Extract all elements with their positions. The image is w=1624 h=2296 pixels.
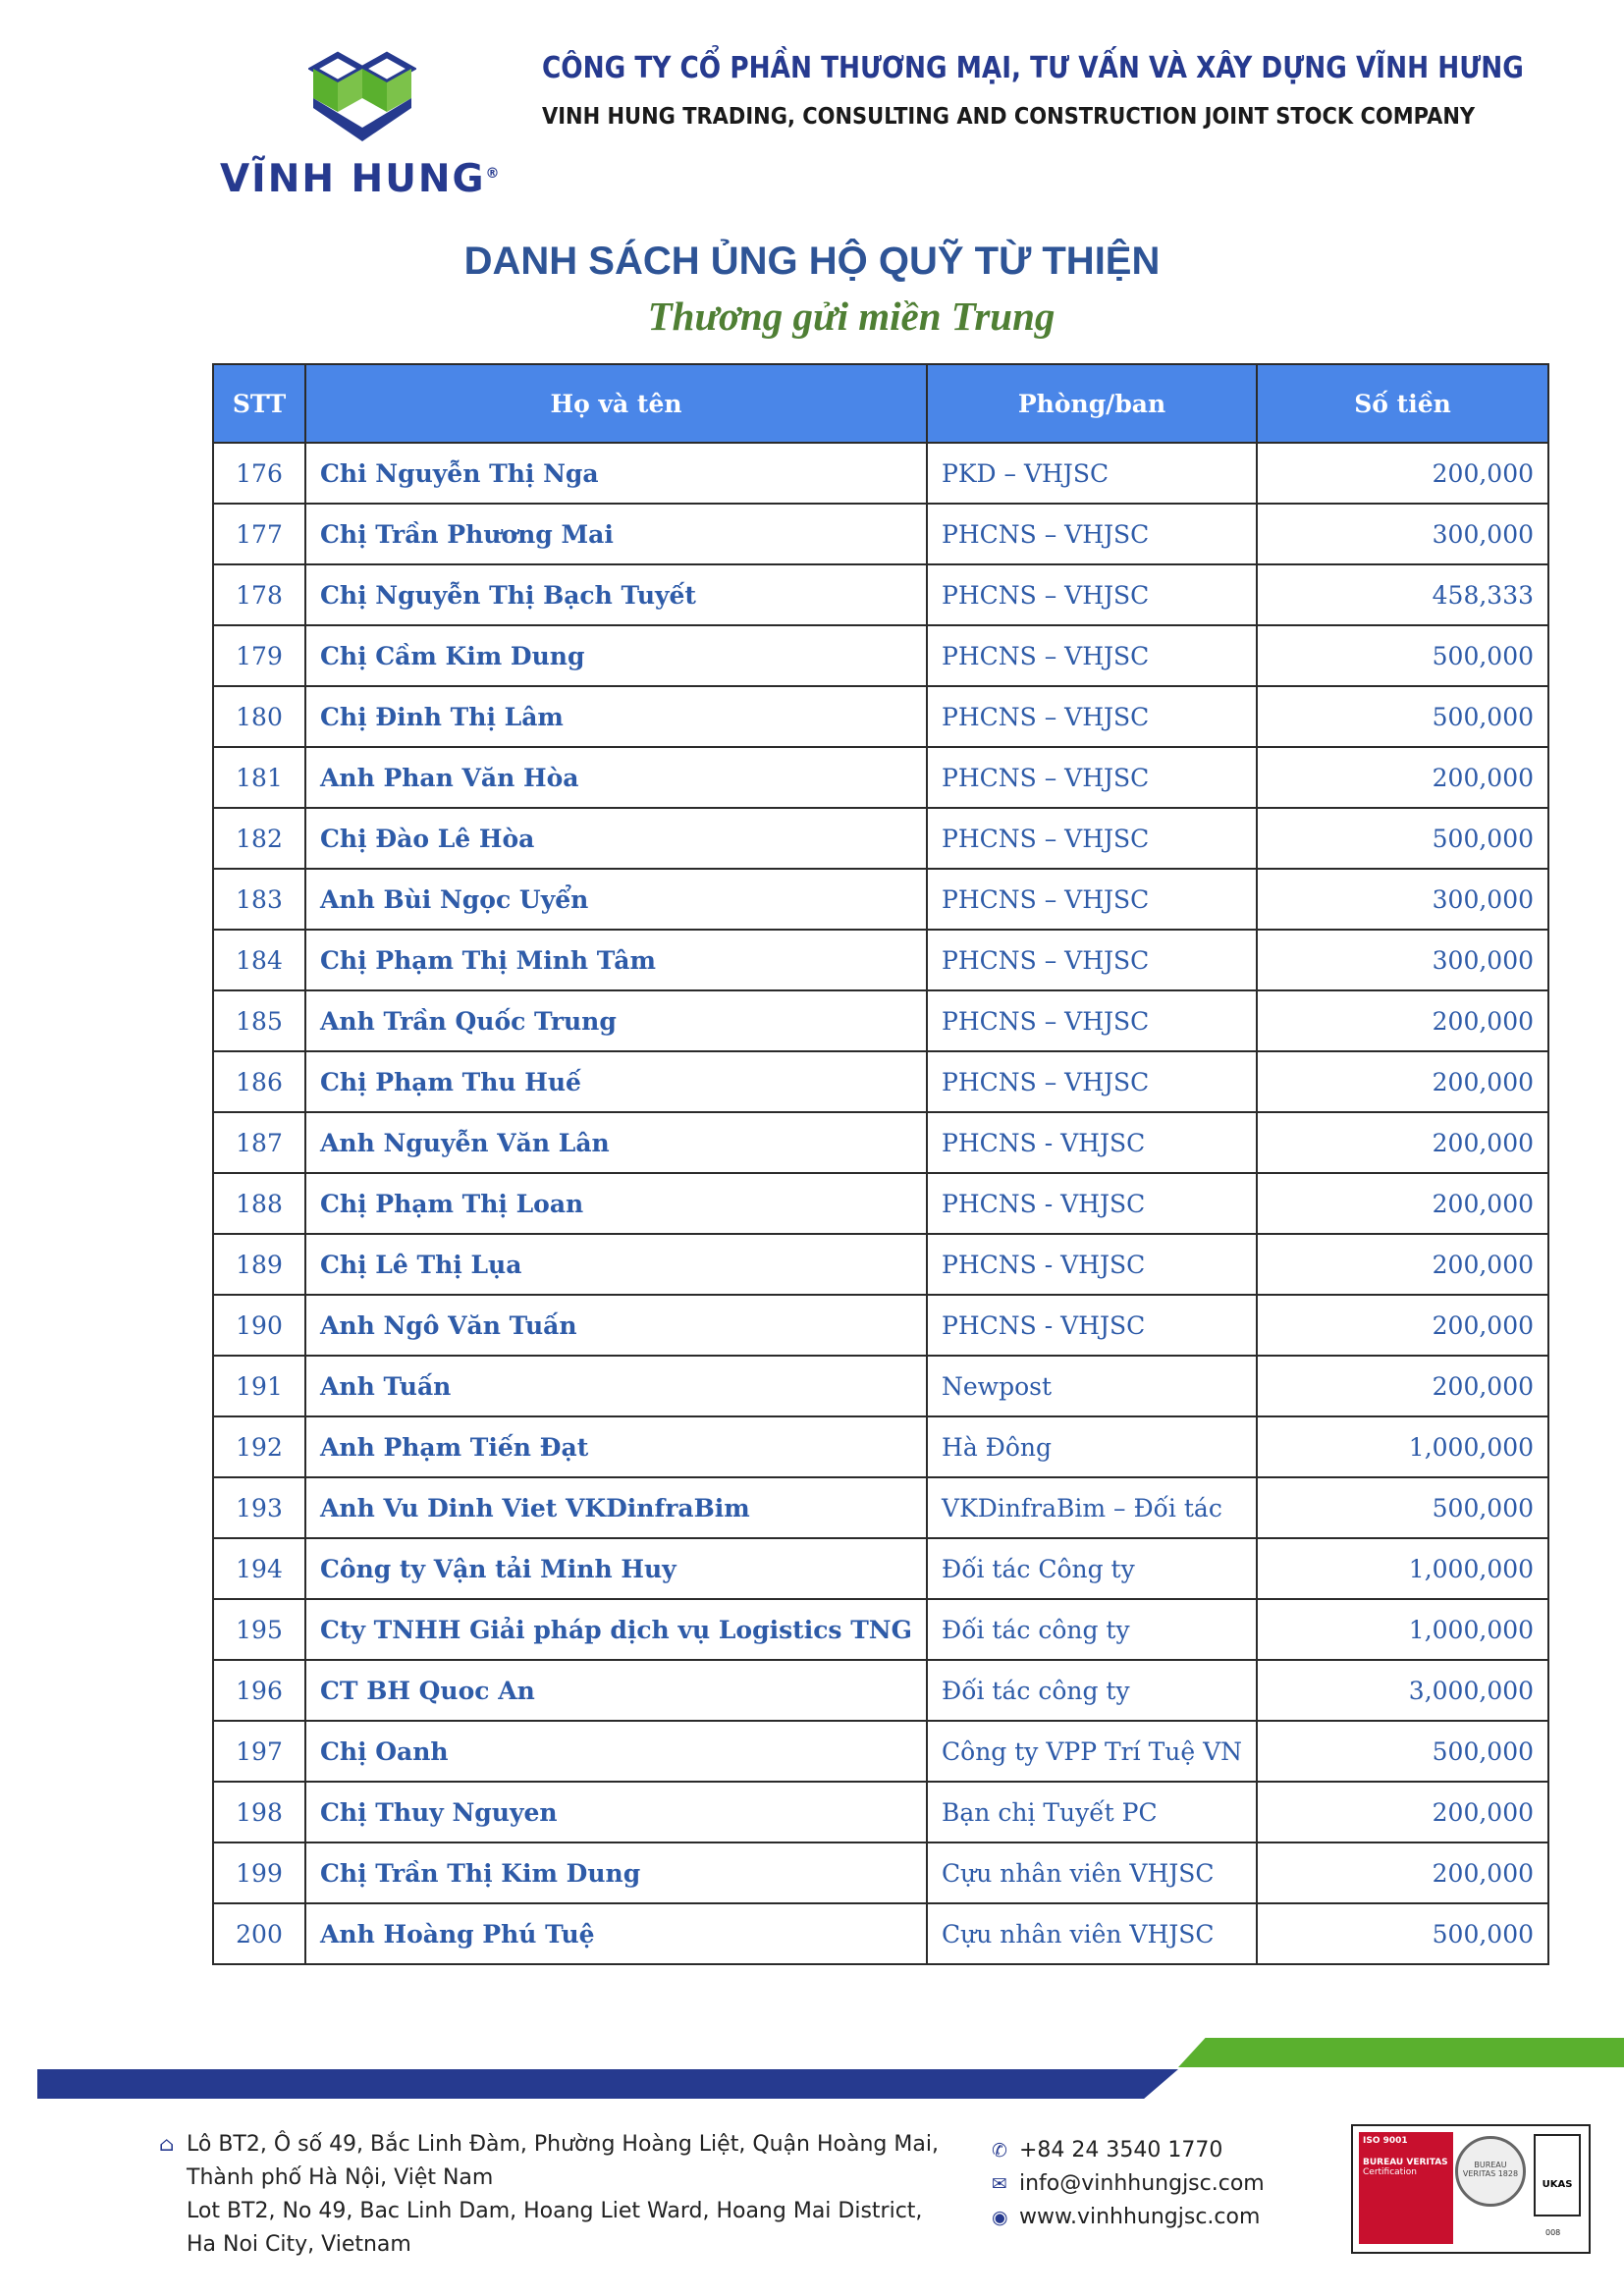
- logo-wordmark: VĨNH HUNG®: [220, 157, 502, 201]
- table-row: [213, 1295, 1548, 1356]
- row-name: Chị Lê Thị Lụa: [305, 1234, 927, 1295]
- table-row: [213, 1721, 1548, 1782]
- page-title: DANH SÁCH ỦNG HỘ QUỸ TỪ THIỆN: [463, 240, 1161, 283]
- row-name: Anh Phan Văn Hòa: [305, 747, 927, 808]
- table-row: [213, 930, 1548, 990]
- table-row: [213, 1842, 1548, 1903]
- row-department: Bạn chị Tuyết PC: [927, 1782, 1257, 1842]
- row-department: Công ty VPP Trí Tuệ VN: [927, 1721, 1257, 1782]
- table-row: [213, 808, 1548, 869]
- row-amount: 200,000: [1257, 990, 1548, 1051]
- footer-contact: [992, 2134, 1265, 2234]
- header-name: Họ và tên: [305, 364, 927, 443]
- row-department: Đối tác công ty: [927, 1660, 1257, 1721]
- row-amount: 300,000: [1257, 869, 1548, 930]
- header-department: Phòng/ban: [927, 364, 1257, 443]
- row-name: Anh Trần Quốc Trung: [305, 990, 927, 1051]
- row-amount: 200,000: [1257, 1842, 1548, 1903]
- row-stt: 191: [213, 1356, 305, 1416]
- row-stt: 197: [213, 1721, 305, 1782]
- row-stt: 195: [213, 1599, 305, 1660]
- row-department: PHCNS – VHJSC: [927, 564, 1257, 625]
- row-stt: 188: [213, 1173, 305, 1234]
- company-name-vn: CÔNG TY CỔ PHẦN THƯƠNG MẠI, TƯ VẤN VÀ XÂY DỰNG VĨNH HƯNG: [542, 51, 1524, 85]
- row-stt: 183: [213, 869, 305, 930]
- row-department: VKDinfraBim – Đối tác: [927, 1477, 1257, 1538]
- row-department: Cựu nhân viên VHJSC: [927, 1903, 1257, 1964]
- row-stt: 176: [213, 443, 305, 504]
- row-amount: 500,000: [1257, 625, 1548, 686]
- row-stt: 199: [213, 1842, 305, 1903]
- mail-icon: ✉: [992, 2173, 1007, 2195]
- row-department: PHCNS - VHJSC: [927, 1234, 1257, 1295]
- header-stt: STT: [213, 364, 305, 443]
- row-department: PHCNS – VHJSC: [927, 625, 1257, 686]
- row-amount: 200,000: [1257, 1295, 1548, 1356]
- row-name: Chị Nguyễn Thị Bạch Tuyết: [305, 564, 927, 625]
- row-stt: 194: [213, 1538, 305, 1599]
- address-line: Lot BT2, No 49, Bac Linh Dam, Hoang Liet Ward, Hoang Mai District,: [187, 2199, 923, 2223]
- row-name: Anh Hoàng Phú Tuệ: [305, 1903, 927, 1964]
- row-department: PHCNS - VHJSC: [927, 1173, 1257, 1234]
- row-amount: 200,000: [1257, 1782, 1548, 1842]
- row-amount: 1,000,000: [1257, 1416, 1548, 1477]
- table-row: [213, 1356, 1548, 1416]
- row-name: CT BH Quoc An: [305, 1660, 927, 1721]
- row-department: PHCNS – VHJSC: [927, 504, 1257, 564]
- row-name: Anh Nguyễn Văn Lân: [305, 1112, 927, 1173]
- address-line: Ha Noi City, Vietnam: [187, 2232, 411, 2257]
- row-amount: 200,000: [1257, 747, 1548, 808]
- row-stt: 186: [213, 1051, 305, 1112]
- row-amount: 200,000: [1257, 1173, 1548, 1234]
- row-stt: 196: [213, 1660, 305, 1721]
- company-logo: [220, 51, 534, 208]
- row-name: Chị Đinh Thị Lâm: [305, 686, 927, 747]
- row-name: Chị Phạm Thị Minh Tâm: [305, 930, 927, 990]
- row-name: Chị Cầm Kim Dung: [305, 625, 927, 686]
- row-department: PHCNS – VHJSC: [927, 930, 1257, 990]
- ukas-icon: UKAS: [1534, 2134, 1581, 2216]
- certification-badge: [1351, 2124, 1591, 2254]
- row-department: PKD – VHJSC: [927, 443, 1257, 504]
- row-department: PHCNS – VHJSC: [927, 686, 1257, 747]
- row-department: PHCNS – VHJSC: [927, 1051, 1257, 1112]
- header-amount: Số tiền: [1257, 364, 1548, 443]
- row-name: Anh Ngô Văn Tuấn: [305, 1295, 927, 1356]
- phone-number[interactable]: +84 24 3540 1770: [1019, 2138, 1223, 2163]
- row-department: PHCNS – VHJSC: [927, 808, 1257, 869]
- row-name: Chị Phạm Thu Huế: [305, 1051, 927, 1112]
- table-row: [213, 747, 1548, 808]
- table-row: [213, 1903, 1548, 1964]
- company-name-en: VINH HUNG TRADING, CONSULTING AND CONSTRUCTION JOINT STOCK COMPANY: [542, 104, 1476, 130]
- cert-number: 008: [1545, 2228, 1561, 2237]
- row-name: Chi Nguyễn Thị Nga: [305, 443, 927, 504]
- row-department: Hà Đông: [927, 1416, 1257, 1477]
- table-header-row: [213, 364, 1548, 443]
- table-row: [213, 1599, 1548, 1660]
- row-stt: 193: [213, 1477, 305, 1538]
- address-line: Thành phố Hà Nội, Việt Nam: [187, 2165, 494, 2190]
- row-stt: 182: [213, 808, 305, 869]
- row-stt: 184: [213, 930, 305, 990]
- bureau-veritas-seal-icon: BUREAU VERITAS 1828: [1455, 2136, 1526, 2207]
- table-row: [213, 1416, 1548, 1477]
- logo-mark-icon: [308, 51, 416, 149]
- table-row: [213, 1112, 1548, 1173]
- phone-icon: ✆: [992, 2140, 1007, 2162]
- row-stt: 192: [213, 1416, 305, 1477]
- row-department: PHCNS – VHJSC: [927, 869, 1257, 930]
- footer-band-green: [1178, 2038, 1624, 2067]
- row-stt: 187: [213, 1112, 305, 1173]
- row-amount: 500,000: [1257, 1903, 1548, 1964]
- row-department: PHCNS – VHJSC: [927, 747, 1257, 808]
- website-link[interactable]: www.vinhhungjsc.com: [1019, 2205, 1261, 2229]
- table-row: [213, 1538, 1548, 1599]
- row-name: Anh Phạm Tiến Đạt: [305, 1416, 927, 1477]
- table-row: [213, 1234, 1548, 1295]
- row-department: Đối tác Công ty: [927, 1538, 1257, 1599]
- home-icon: ⌂: [159, 2132, 175, 2156]
- row-department: Newpost: [927, 1356, 1257, 1416]
- globe-icon: ◉: [992, 2207, 1008, 2228]
- table-row: [213, 686, 1548, 747]
- row-name: Anh Vu Dinh Viet VKDinfraBim: [305, 1477, 927, 1538]
- email-link[interactable]: info@vinhhungjsc.com: [1019, 2171, 1265, 2196]
- table-row: [213, 1782, 1548, 1842]
- row-amount: 500,000: [1257, 1721, 1548, 1782]
- row-stt: 178: [213, 564, 305, 625]
- row-name: Chị Đào Lê Hòa: [305, 808, 927, 869]
- row-name: Chị Thuy Nguyen: [305, 1782, 927, 1842]
- row-amount: 1,000,000: [1257, 1599, 1548, 1660]
- row-name: Cty TNHH Giải pháp dịch vụ Logistics TNG: [305, 1599, 927, 1660]
- row-department: PHCNS - VHJSC: [927, 1295, 1257, 1356]
- table-row: [213, 1477, 1548, 1538]
- row-stt: 189: [213, 1234, 305, 1295]
- table-row: [213, 1173, 1548, 1234]
- table-row: [213, 1051, 1548, 1112]
- row-stt: 190: [213, 1295, 305, 1356]
- row-name: Chị Phạm Thị Loan: [305, 1173, 927, 1234]
- row-stt: 181: [213, 747, 305, 808]
- row-name: Chị Oanh: [305, 1721, 927, 1782]
- page-subtitle: Thương gửi miền Trung: [647, 294, 1056, 339]
- row-department: Đối tác công ty: [927, 1599, 1257, 1660]
- row-amount: 3,000,000: [1257, 1660, 1548, 1721]
- row-amount: 300,000: [1257, 930, 1548, 990]
- table-row: [213, 504, 1548, 564]
- row-stt: 179: [213, 625, 305, 686]
- address-line: Lô BT2, Ô số 49, Bắc Linh Đàm, Phường Hoàng Liệt, Quận Hoàng Mai,: [187, 2132, 939, 2157]
- row-amount: 500,000: [1257, 1477, 1548, 1538]
- row-amount: 200,000: [1257, 1051, 1548, 1112]
- iso-label: ISO 9001 BUREAU VERITAS Certification: [1359, 2132, 1453, 2244]
- table-row: [213, 1660, 1548, 1721]
- row-name: Công ty Vận tải Minh Huy: [305, 1538, 927, 1599]
- donation-table: [212, 363, 1549, 1965]
- row-name: Anh Bùi Ngọc Uyển: [305, 869, 927, 930]
- row-stt: 177: [213, 504, 305, 564]
- row-name: Chị Trần Thị Kim Dung: [305, 1842, 927, 1903]
- row-amount: 500,000: [1257, 686, 1548, 747]
- footer-address: [187, 2128, 939, 2262]
- row-name: Anh Tuấn: [305, 1356, 927, 1416]
- row-stt: 185: [213, 990, 305, 1051]
- row-stt: 200: [213, 1903, 305, 1964]
- table-row: [213, 869, 1548, 930]
- table-row: [213, 564, 1548, 625]
- table-row: [213, 625, 1548, 686]
- table-row: [213, 990, 1548, 1051]
- row-name: Chị Trần Phương Mai: [305, 504, 927, 564]
- row-department: PHCNS – VHJSC: [927, 990, 1257, 1051]
- row-amount: 300,000: [1257, 504, 1548, 564]
- row-amount: 200,000: [1257, 443, 1548, 504]
- row-amount: 1,000,000: [1257, 1538, 1548, 1599]
- row-stt: 180: [213, 686, 305, 747]
- row-stt: 198: [213, 1782, 305, 1842]
- row-amount: 200,000: [1257, 1234, 1548, 1295]
- row-department: PHCNS - VHJSC: [927, 1112, 1257, 1173]
- table-row: [213, 443, 1548, 504]
- footer-band-blue: [37, 2069, 1178, 2099]
- row-department: Cựu nhân viên VHJSC: [927, 1842, 1257, 1903]
- row-amount: 200,000: [1257, 1356, 1548, 1416]
- row-amount: 200,000: [1257, 1112, 1548, 1173]
- row-amount: 500,000: [1257, 808, 1548, 869]
- row-amount: 458,333: [1257, 564, 1548, 625]
